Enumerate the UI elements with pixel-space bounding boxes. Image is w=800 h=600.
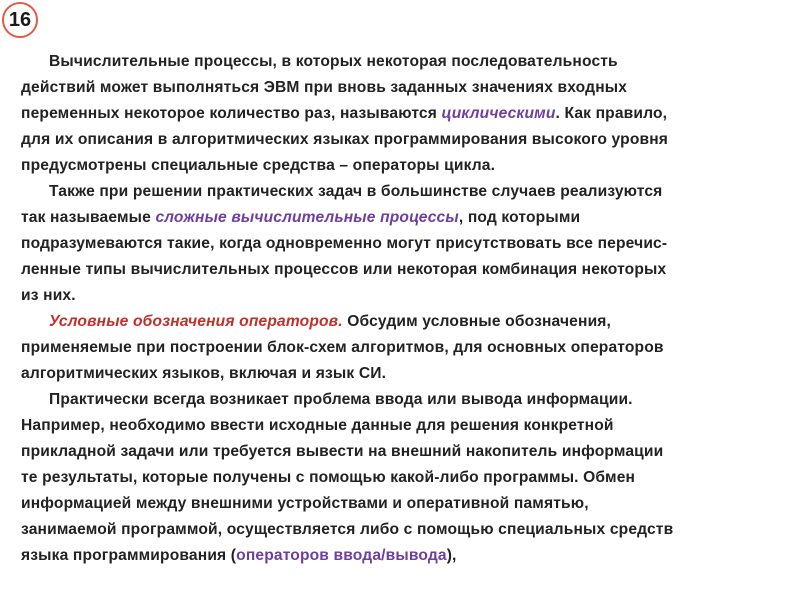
paragraph-2-line-2 <box>21 205 781 231</box>
paragraph-4-line-1: Практически всегда возникает проблема ввода или вывода информации. <box>49 391 633 408</box>
section-heading-operator-notation: Условные обозначения операторов. <box>49 313 343 330</box>
paragraph-1-line-5: предусмотрены специальные средства – операторы цикла. <box>21 157 496 174</box>
term-io-operators: операторов ввода/вывода <box>236 547 447 564</box>
paragraph-4-line-7-tail: ), <box>446 547 457 564</box>
paragraph-1-line-3-text: переменных некоторое количество раз, называются <box>21 105 442 122</box>
slide-number-badge <box>2 2 38 38</box>
slide-body-text <box>21 49 781 569</box>
paragraph-3-line-1-tail: Обсудим условные обозначения, <box>342 313 612 330</box>
term-cyclic: циклическими <box>441 105 556 122</box>
paragraph-4-line-7-text: языка программирования ( <box>21 547 237 564</box>
paragraph-4-line-5: информацией между внешними устройствами и оперативной памятью, <box>21 495 589 512</box>
paragraph-2-line-2-text: так называемые <box>21 209 156 226</box>
paragraph-1-line-1: Вычислительные процессы, в которых некоторая последовательность <box>49 53 618 70</box>
paragraph-3-line-2: применяемые при построении блок-схем алгоритмов, для основных операторов <box>21 339 664 356</box>
term-complex-processes: сложные вычислительные процессы <box>155 209 459 226</box>
paragraph-2-line-4: ленные типы вычислительных процессов или некоторая комбинация некоторых <box>21 261 667 278</box>
paragraph-1-line-4: для их описания в алгоритмических языках программирования высокого уровня <box>21 131 669 148</box>
paragraph-4-line-6: занимаемой программой, осуществляется либо с помощью специальных средств <box>21 521 674 538</box>
paragraph-4-line-4: те результаты, которые получены с помощью какой-либо программы. Обмен <box>21 469 636 486</box>
paragraph-2-line-3: подразумеваются такие, когда одновременно могут присутствовать все перечис- <box>21 235 668 252</box>
paragraph-3-line-1 <box>21 309 781 335</box>
paragraph-2-line-5: из них. <box>21 287 76 304</box>
paragraph-2-line-2-tail: , под которыми <box>458 209 581 226</box>
paragraph-1-line-2: действий может выполняться ЭВМ при вновь заданных значениях входных <box>21 79 628 96</box>
paragraph-4-line-7 <box>21 543 781 569</box>
paragraph-1-line-3-tail: . Как правило, <box>555 105 668 122</box>
slide-number: 16 <box>8 8 32 31</box>
paragraph-4-line-2: Например, необходимо ввести исходные данные для решения конкретной <box>21 417 614 434</box>
paragraph-3-line-3: алгоритмических языков, включая и язык СИ. <box>21 365 387 382</box>
paragraph-1-line-3 <box>21 101 781 127</box>
paragraph-2-line-1: Также при решении практических задач в большинстве случаев реализуются <box>49 183 663 200</box>
paragraph-4-line-3: прикладной задачи или требуется вывести на внешний накопитель информации <box>21 443 664 460</box>
